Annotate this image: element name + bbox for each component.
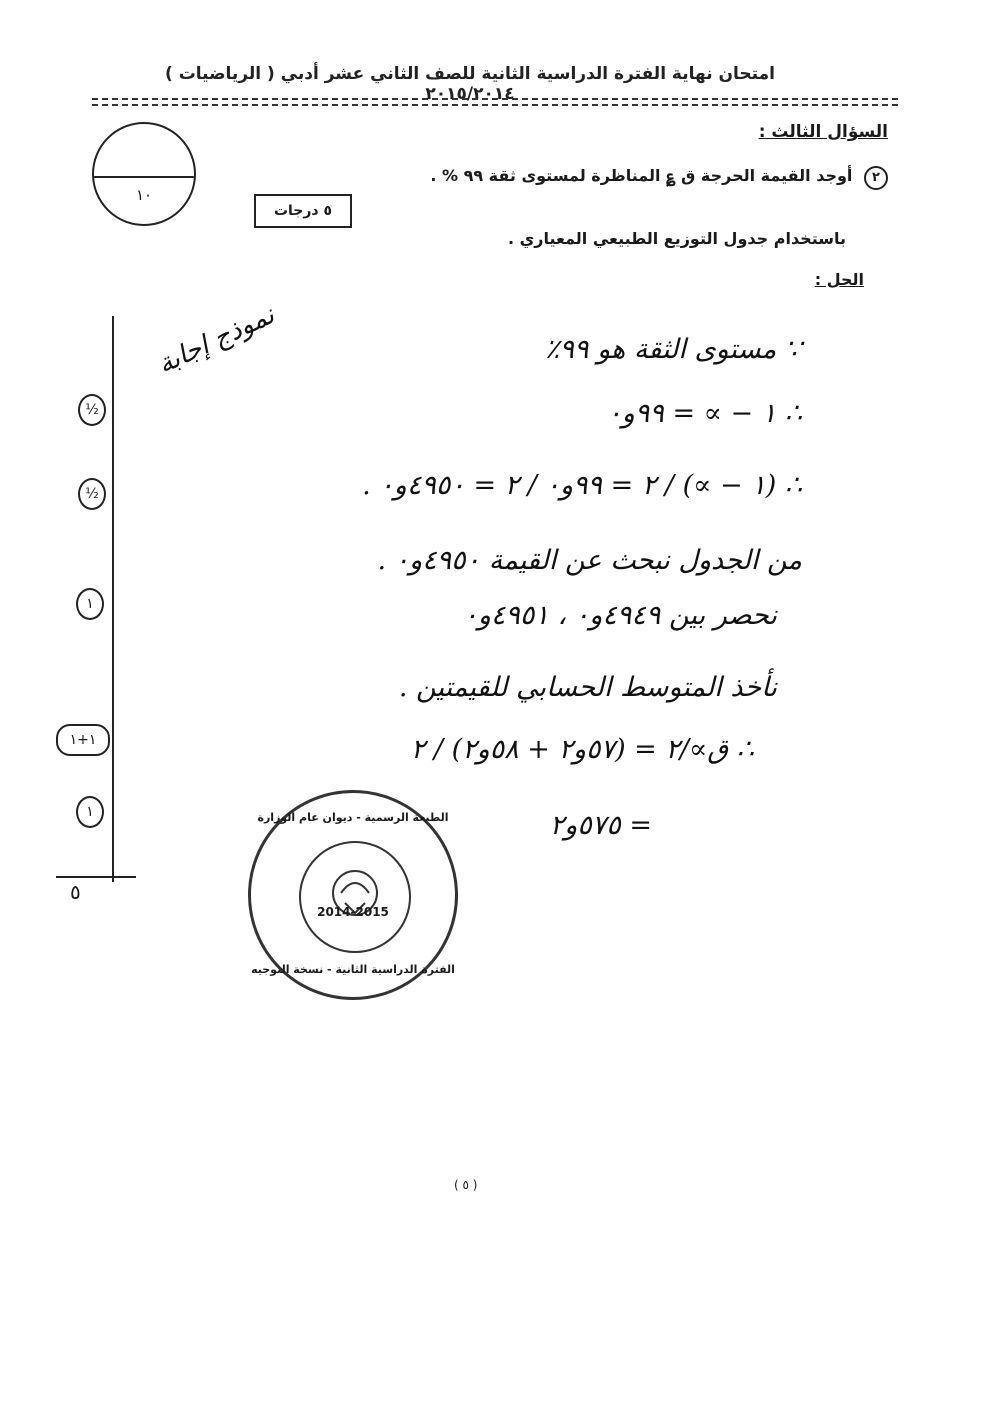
mark: ١ bbox=[76, 796, 104, 828]
header-divider bbox=[92, 98, 898, 100]
solution-label: الحل : bbox=[814, 270, 864, 289]
marks-box: ٥ درجات bbox=[254, 194, 352, 228]
official-stamp bbox=[248, 790, 458, 1000]
stamp-emblem bbox=[299, 841, 411, 953]
solution-line: ∵ مستوى الثقة هو ٩٩٪ bbox=[544, 334, 802, 365]
margin-line bbox=[112, 316, 114, 882]
solution-line: ∴ (١ − ∝) / ٢ = ٩٩و٠ / ٢ = ٤٩٥٠و٠ . bbox=[362, 470, 802, 501]
solution-line: من الجدول نبحث عن القيمة ٤٩٥٠و٠ . bbox=[377, 545, 802, 576]
score-value: ١٠ bbox=[135, 186, 153, 204]
section-title: السؤال الثالث : bbox=[758, 122, 888, 142]
solution-line: ∴ ١ − ∝ = ٩٩و٠ bbox=[607, 398, 802, 429]
mark: ½ bbox=[78, 394, 106, 426]
model-answer-note: نموذج إجابة bbox=[153, 300, 280, 380]
stamp-year: 2014-2015 bbox=[317, 905, 389, 919]
mark: ½ bbox=[78, 478, 106, 510]
solution-line: ∴ ق∝/٢ = (٥٧و٢ + ٥٨و٢) / ٢ bbox=[410, 734, 754, 765]
solution-line: = ٥٧٥و٢ bbox=[549, 810, 652, 841]
margin-total-line bbox=[56, 876, 136, 878]
question-line-2: باستخدام جدول التوزيع الطبيعي المعياري . bbox=[507, 229, 846, 248]
question-line-1 bbox=[430, 166, 888, 190]
header-divider-2 bbox=[92, 104, 898, 106]
stamp-top-text: الطبعة الرسمية - ديوان عام الوزارة bbox=[257, 811, 449, 824]
stamp-bottom-text: الفترة الدراسية الثانية - نسخة التوجيه bbox=[251, 963, 455, 976]
question-text-1: أوجد القيمة الحرجة ق ؏ المناظرة لمستوى ثقة ٩٩ % . bbox=[430, 166, 853, 185]
mark: ١ bbox=[76, 588, 104, 620]
solution-line: نأخذ المتوسط الحسابي للقيمتين . bbox=[398, 672, 777, 703]
mark: ١+١ bbox=[56, 724, 110, 756]
exam-title: امتحان نهاية الفترة الدراسية الثانية للصف الثاني عشر أدبي ( الرياضيات ) ٢٠١٥/٢٠١٤ bbox=[165, 64, 775, 104]
margin-total: ٥ bbox=[70, 880, 81, 904]
solution-line: نحصر بين ٤٩٤٩و٠ ، ٤٩٥١و٠ bbox=[463, 600, 777, 631]
question-number: ٢ bbox=[864, 166, 888, 190]
score-circle bbox=[92, 122, 196, 226]
page-number: ( ٥ ) bbox=[454, 1178, 478, 1192]
